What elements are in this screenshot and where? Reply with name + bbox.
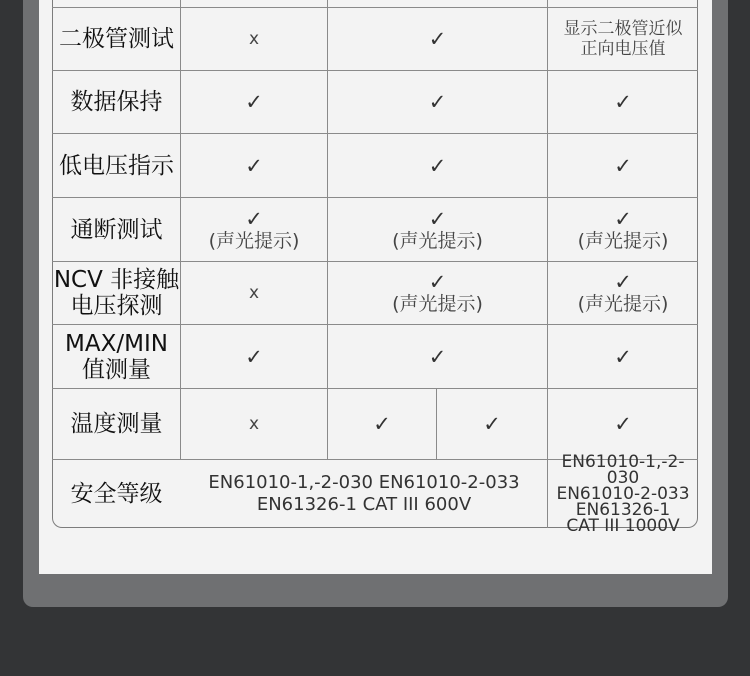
check-mark: ✓	[428, 90, 447, 114]
check-mark: ✓	[245, 206, 263, 231]
row-label: 温度测量	[70, 411, 163, 437]
cell-subtext: (声光提示)	[577, 293, 669, 315]
check-mark: ✓	[428, 270, 447, 294]
cross-mark: x	[248, 29, 260, 49]
row-label: 低电压指示	[59, 152, 174, 179]
cell-check-note	[548, 198, 698, 261]
safety-standards	[548, 452, 698, 536]
cell-subtext: (声光提示)	[208, 229, 300, 252]
check-mark: ✓	[614, 153, 632, 178]
standard-line: EN61326-1	[575, 500, 671, 520]
standard-line: EN61326-1 CAT III 600V	[256, 494, 472, 515]
standard-line: EN61010-1,-2-030	[561, 452, 685, 488]
safety-standards	[181, 460, 547, 528]
cross-mark: x	[248, 414, 260, 434]
row-label-line: MAX/MIN	[65, 330, 168, 357]
cross-mark: x	[248, 283, 260, 303]
check-mark: ✓	[428, 206, 447, 231]
check-mark: ✓	[614, 206, 632, 231]
check-mark: ✓	[245, 90, 263, 114]
note-line: 正向电压值	[580, 39, 666, 59]
check-mark: ✓	[373, 412, 391, 436]
row-label	[53, 262, 180, 324]
check-mark: ✓	[428, 27, 447, 51]
cell-subtext: (声光提示)	[392, 293, 483, 315]
row-label: 数据保持	[70, 89, 163, 115]
row-label: 二极管测试	[59, 26, 174, 52]
check-mark: ✓	[245, 153, 263, 178]
check-mark: ✓	[245, 344, 263, 369]
row-label-line: 值测量	[82, 356, 151, 383]
cell-check-note	[328, 198, 547, 261]
cell-subtext: (声光提示)	[392, 229, 483, 252]
row-label: 安全等级	[70, 481, 163, 507]
row-label-line: 电压探测	[70, 293, 163, 319]
check-mark: ✓	[614, 412, 632, 436]
check-mark: ✓	[614, 270, 632, 294]
cell-check-note	[548, 262, 698, 324]
standard-line: CAT III 1000V	[566, 516, 680, 536]
row-label: 通断测试	[70, 216, 163, 243]
cell-check-note	[328, 262, 547, 324]
standard-line: EN61010-1,-2-030 EN61010-2-033	[208, 472, 520, 493]
check-mark: ✓	[483, 412, 501, 436]
cell-check-note	[181, 198, 327, 261]
standard-line: EN61010-2-033	[556, 484, 690, 504]
check-mark: ✓	[614, 90, 632, 114]
cell-subtext: (声光提示)	[577, 229, 669, 252]
row-label-line: NCV 非接触	[53, 267, 180, 293]
note-line: 显示二极管近似	[563, 19, 683, 39]
cell-note	[548, 8, 698, 70]
check-mark: ✓	[428, 153, 447, 178]
row-label	[53, 325, 180, 388]
check-mark: ✓	[428, 344, 447, 369]
check-mark: ✓	[614, 344, 632, 369]
